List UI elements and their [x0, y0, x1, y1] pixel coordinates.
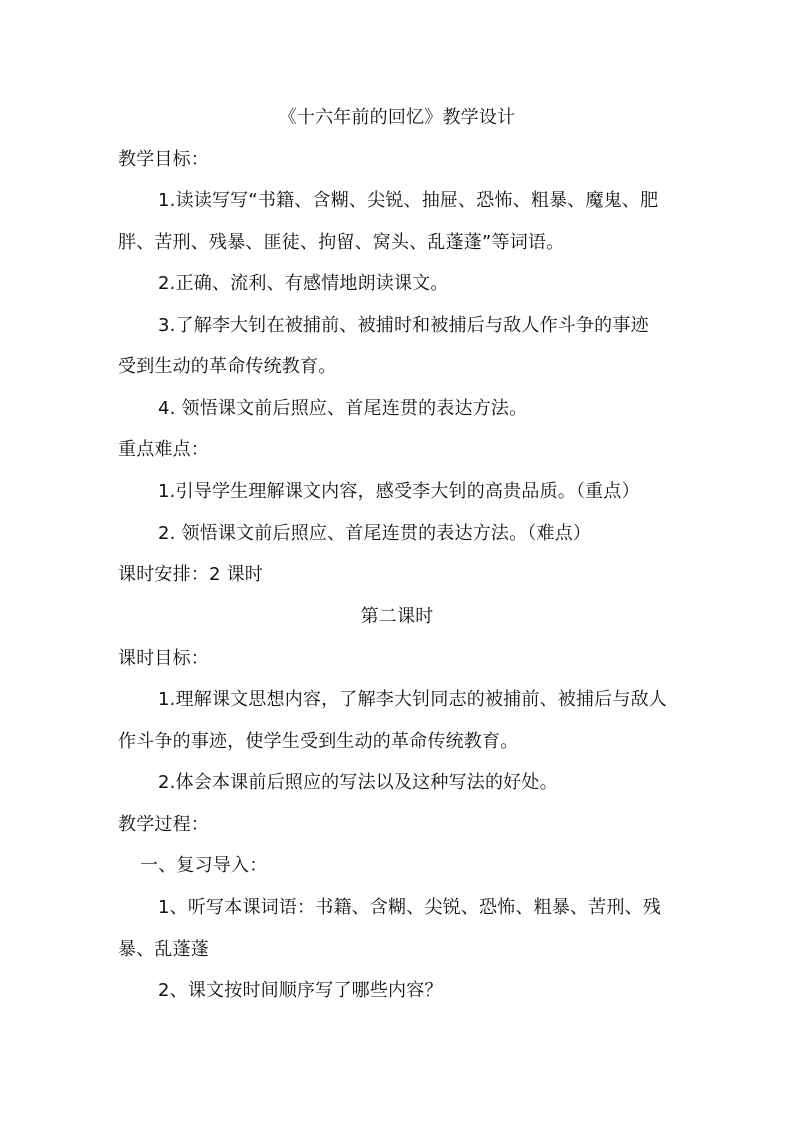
- objective-1-line-1: 1.读读写写“书籍、含糊、尖锐、抽屉、恐怖、粗暴、魔鬼、肥: [158, 190, 659, 211]
- section-heading-lesson-objectives: 课时目标：: [118, 648, 209, 669]
- process-step-1: 一、复习导入：: [140, 855, 268, 876]
- objective-2: 2.正确、流利、有感情地朗读课文。: [158, 273, 449, 294]
- section-heading-objectives: 教学目标：: [118, 149, 209, 170]
- objective-3-line-2: 受到生动的革命传统教育。: [118, 356, 337, 377]
- process-step-1-item-2: 2、课文按时间顺序写了哪些内容？: [158, 980, 443, 1001]
- objective-4: 4. 领悟课文前后照应、首尾连贯的表达方法。: [158, 398, 528, 419]
- objective-1-line-2: 胖、苦刑、残暴、匪徒、拘留、窝头、乱蓬蓬”等词语。: [118, 232, 565, 253]
- lesson-objective-2: 2.体会本课前后照应的写法以及这种写法的好处。: [158, 772, 558, 793]
- schedule: 课时安排：2 课时: [118, 564, 263, 585]
- objective-3-line-1: 3.了解李大钊在被捕前、被捕时和被捕后与敌人作斗争的事迹: [158, 315, 649, 336]
- keypoint-1: 1.引导学生理解课文内容，感受李大钊的高贵品质。（重点）: [158, 481, 640, 502]
- lesson-objective-1-line-2: 作斗争的事迹，使学生受到生动的革命传统教育。: [118, 731, 519, 752]
- process-step-1-item-1-line-1: 1、听写本课词语：书籍、含糊、尖锐、恐怖、粗暴、苦刑、残: [158, 897, 662, 918]
- process-step-1-item-1-line-2: 暴、乱蓬蓬: [118, 939, 209, 960]
- keypoint-2: 2. 领悟课文前后照应、首尾连贯的表达方法。（难点）: [158, 523, 592, 544]
- section-heading-keypoints: 重点难点：: [118, 439, 209, 460]
- document-title: 《十六年前的回忆》教学设计: [278, 107, 516, 128]
- lesson-objective-1-line-1: 1.理解课文思想内容，了解李大钊同志的被捕前、被捕后与敌人: [158, 689, 667, 710]
- lesson-subtitle: 第二课时: [360, 606, 434, 627]
- section-heading-process: 教学过程：: [118, 814, 209, 835]
